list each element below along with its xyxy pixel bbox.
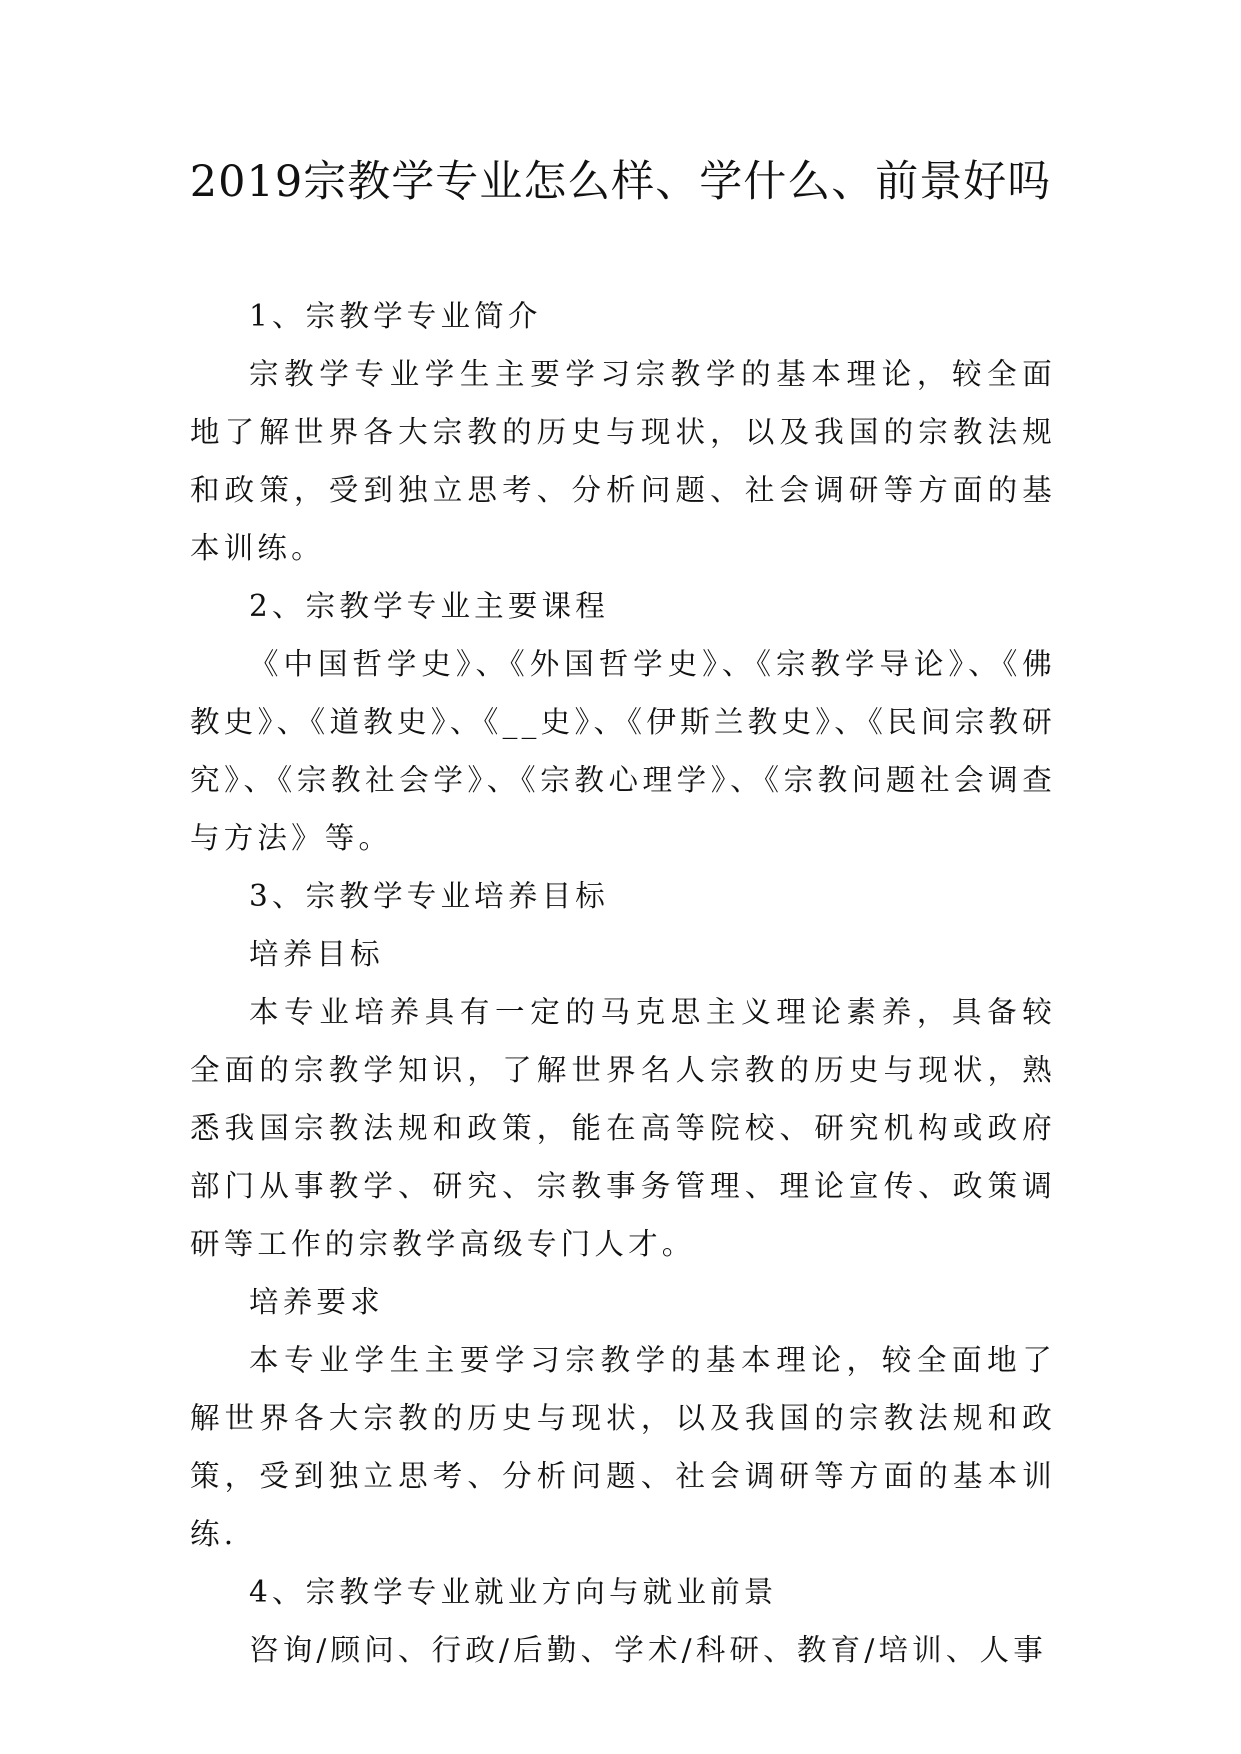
heading-courses: 2、宗教学专业主要课程	[249, 589, 609, 623]
heading-objectives: 3、宗教学专业培养目标	[249, 879, 609, 913]
heading-intro: 1、宗教学专业简介	[249, 299, 542, 333]
paragraph-requirements: 本专业学生主要学习宗教学的基本理论，较全面地了解世界各大宗教的历史与现状，以及我国的宗教法规和政策，受到独立思考、分析问题、社会调研等方面的基本训练.	[190, 1343, 1056, 1551]
document-title: 2019宗教学专业怎么样、学什么、前景好吗	[189, 157, 1052, 207]
paragraph-courses: 《中国哲学史》、《外国哲学史》、《宗教学导论》、《佛教史》、《道教史》、《__史》、《伊斯兰教史》、《民间宗教研究》、《宗教社会学》、《宗教心理学》、《宗教问题社会调查与方法》等。	[190, 647, 1056, 855]
subheading-requirements: 培养要求	[249, 1285, 384, 1319]
paragraph-objectives: 本专业培养具有一定的马克思主义理论素养，具备较全面的宗教学知识，了解世界名人宗教的历史与现状，熟悉我国宗教法规和政策，能在高等院校、研究机构或政府部门从事教学、研究、宗教事务管理、理论宣传、政策调研等工作的宗教学高级专门人才。	[190, 995, 1056, 1261]
heading-employment: 4、宗教学专业就业方向与就业前景	[249, 1575, 778, 1609]
paragraph-intro: 宗教学专业学生主要学习宗教学的基本理论，较全面地了解世界各大宗教的历史与现状，以及我国的宗教法规和政策，受到独立思考、分析问题、社会调研等方面的基本训练。	[190, 357, 1056, 565]
document-body	[190, 287, 1056, 1679]
subheading-objectives: 培养目标	[249, 937, 384, 971]
paragraph-employment: 咨询/顾问、行政/后勤、学术/科研、教育/培训、人事	[249, 1633, 1047, 1667]
